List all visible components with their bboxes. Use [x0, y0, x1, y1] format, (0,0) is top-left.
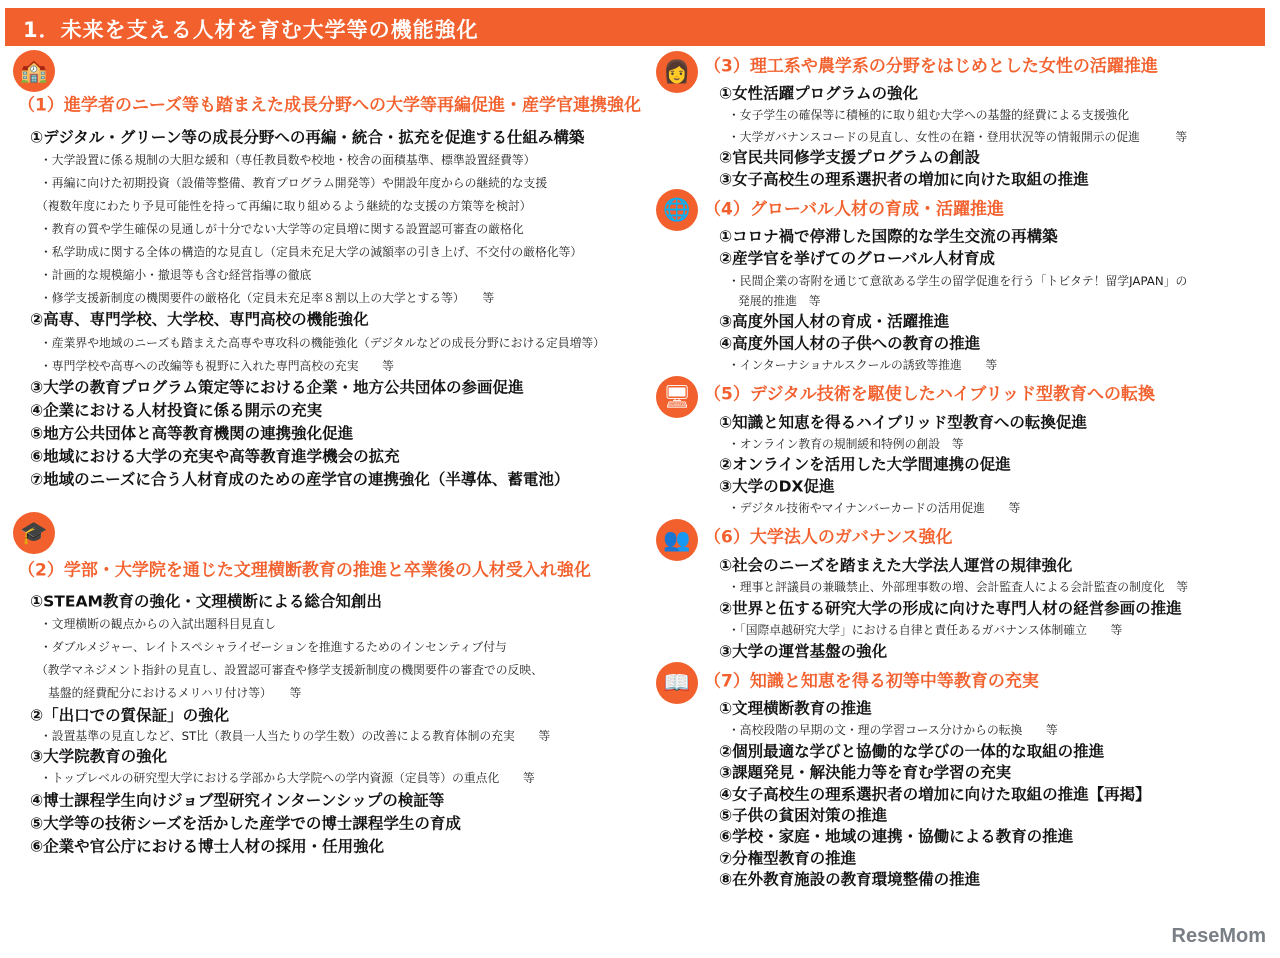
item-title: ④企業における人材投資に係る開示の充実 [30, 401, 323, 420]
item-title: ⑥地域における大学の充実や高等教育進学機会の拡充 [30, 447, 400, 466]
item-title: ③大学のDX促進 [719, 477, 835, 496]
section-heading: （3）理工系や農学系の分野をはじめとした女性の活躍推進 [704, 56, 1158, 77]
bullet-text: ・再編に向けた初期投資（設備等整備、教育プログラム開発等）や開設年度からの継続的な支援 [40, 176, 548, 191]
item-title: ④女子高校生の理系選択者の増加に向けた取組の推進【再掲】 [719, 785, 1151, 804]
bullet-text: ・大学ガバナンスコードの見直し、女性の在籍・登用状況等の情報開示の促進 等 [728, 130, 1188, 145]
bullet-text: ・文理横断の観点からの入試出題科目見直し [40, 617, 276, 632]
bullet-text: ・インターナショナルスクールの誘致等推進 等 [728, 358, 998, 373]
bullet-text: ・ダブルメジャー、レイトスペシャライゼーションを推進するためのインセンティブ付与 [40, 640, 507, 655]
page-title: 1．未来を支える人材を育む大学等の機能強化 [23, 18, 479, 42]
bullet-text: 基盤的経費配分におけるメリハリ付け等） 等 [48, 686, 302, 701]
item-title: ⑥企業や官公庁における博士人材の採用・任用強化 [30, 837, 385, 856]
bullet-text: ・産業界や地域のニーズも踏まえた高専や専攻科の機能強化（デジタルなどの成長分野における定員増等） [40, 336, 605, 351]
bullet-text: ・デジタル技術やマイナンバーカードの活用促進 等 [728, 501, 1021, 516]
bullet-text: ・教育の質や学生確保の見通しが十分でない大学等の定員増に関する設置認可審査の厳格化 [40, 222, 524, 237]
bullet-text: （教学マネジメント指針の見直し、設置認可審査や修学支援新制度の機関要件の審査での反映、 [36, 663, 543, 678]
bullet-text: ・専門学校や高専への改編等も視野に入れた専門高校の充実 等 [40, 359, 394, 374]
item-title: ④高度外国人材の子供への教育の推進 [719, 334, 981, 353]
item-title: ④博士課程学生向けジョブ型研究インターンシップの検証等 [30, 791, 445, 810]
woman-person-icon: 👩 [656, 51, 698, 93]
item-title: ③女子高校生の理系選択者の増加に向けた取組の推進 [719, 170, 1089, 189]
monitor-icon: 🖥 [656, 376, 698, 418]
item-title: ②オンラインを活用した大学間連携の促進 [719, 455, 1011, 474]
item-title: ⑧在外教育施設の教育環境整備の推進 [719, 870, 981, 889]
section-heading: （5）デジタル技術を駆使したハイブリッド型教育への転換 [704, 384, 1155, 405]
bullet-text: ・トップレベルの研究型大学における学部から大学院への学内資源（定員等）の重点化 等 [40, 771, 535, 786]
item-title: ②「出口での質保証」の強化 [30, 706, 230, 725]
resemom-logo: ReseMom [1171, 925, 1266, 947]
item-title: ①デジタル・グリーン等の成長分野への再編・統合・拡充を促進する仕組み構築 [30, 128, 585, 147]
student-reading-icon: 📖 [656, 662, 698, 704]
item-title: ①社会のニーズを踏まえた大学法人運営の規律強化 [719, 556, 1073, 575]
bullet-text: ・修学支援新制度の機関要件の厳格化（定員未充足率８割以上の大学とする等） 等 [40, 291, 495, 306]
section-heading: （4）グローバル人材の育成・活躍推進 [704, 199, 1004, 220]
item-title: ②官民共同修学支援プログラムの創設 [719, 148, 980, 167]
bullet-text: ・「国際卓越研究大学」における自律と責任あるガバナンス体制確立 等 [728, 623, 1123, 638]
bullet-text: ・計画的な規模縮小・撤退等も含む経営指導の徹底 [40, 268, 312, 283]
bullet-text: ・民間企業の寄附を通じて意欲ある学生の留学促進を行う「トビタテ！留学JAPAN」の [728, 274, 1188, 289]
item-title: ⑤大学等の技術シーズを活かした産学での博士課程学生の育成 [30, 814, 461, 833]
meeting-table-icon: 👥 [656, 519, 698, 561]
item-title: ⑦分権型教育の推進 [719, 849, 857, 868]
section-heading: （1）進学者のニーズ等も踏まえた成長分野への大学等再編促進・産学官連携強化 [18, 95, 641, 116]
item-title: ①女性活躍プログラムの強化 [719, 84, 918, 103]
item-title: ⑤子供の貧困対策の推進 [719, 806, 888, 825]
item-title: ③大学の運営基盤の強化 [719, 642, 888, 661]
bullet-text: （複数年度にわたり予見可能性を持って再編に取り組めるよう継続的な支援の方策等を検討） [36, 199, 532, 214]
title-bar [5, 8, 1265, 46]
item-title: ③大学院教育の強化 [30, 747, 168, 766]
item-title: ②産学官を挙げてのグローバル人材育成 [719, 249, 995, 268]
item-title: ③大学の教育プログラム策定等における企業・地方公共団体の参画促進 [30, 378, 524, 397]
section-heading: （7）知識と知恵を得る初等中等教育の充実 [704, 671, 1039, 692]
bullet-text: 発展的推進 等 [738, 294, 821, 309]
globe-icon: 🌐 [656, 189, 698, 231]
item-title: ①コロナ禍で停滞した国際的な学生交流の再構築 [719, 227, 1058, 246]
university-building-icon: 🏫 [13, 50, 55, 92]
bullet-text: ・設置基準の見直しなど、ST比（教員一人当たりの学生数）の改善による教育体制の充実 等 [40, 729, 551, 744]
item-title: ⑥学校・家庭・地域の連携・協働による教育の推進 [719, 827, 1074, 846]
bullet-text: ・大学設置に係る規制の大胆な緩和（専任教員数や校地・校舎の面積基準、標準設置経費等） [40, 153, 536, 168]
bullet-text: ・高校段階の早期の文・理の学習コース分けからの転換 等 [728, 723, 1058, 738]
item-title: ①STEAM教育の強化・文理横断による総合知創出 [30, 592, 382, 611]
item-title: ①文理横断教育の推進 [719, 699, 872, 718]
item-title: ②世界と伍する研究大学の形成に向けた専門人材の経営参画の推進 [719, 599, 1182, 618]
bullet-text: ・オンライン教育の規制緩和特例の創設 等 [728, 437, 964, 452]
graduation-cap-icon: 🎓 [13, 512, 55, 554]
item-title: ⑤地方公共団体と高等教育機関の連携強化促進 [30, 424, 354, 443]
section-heading: （2）学部・大学院を通じた文理横断教育の推進と卒業後の人材受入れ強化 [18, 560, 591, 581]
item-title: ②個別最適な学びと協働的な学びの一体的な取組の推進 [719, 742, 1105, 761]
item-title: ①知識と知恵を得るハイブリッド型教育への転換促進 [719, 413, 1087, 432]
bullet-text: ・女子学生の確保等に積極的に取り組む大学への基盤的経費による支援強化 [728, 108, 1130, 123]
item-title: ⑦地域のニーズに合う人材育成のための産学官の連携強化（半導体、蓄電池） [30, 470, 570, 489]
section-heading: （6）大学法人のガバナンス強化 [704, 527, 953, 548]
item-title: ③課題発見・解決能力等を育む学習の充実 [719, 763, 1012, 782]
bullet-text: ・私学助成に関する全体の構造的な見直し（定員未充足大学の減額率の引き上げ、不交付の厳格化等） [40, 245, 583, 260]
item-title: ②高専、専門学校、大学校、専門高校の機能強化 [30, 310, 369, 329]
bullet-text: ・理事と評議員の兼職禁止、外部理事数の増、会計監査人による会計監査の制度化 等 [728, 580, 1189, 595]
item-title: ③高度外国人材の育成・活躍推進 [719, 312, 950, 331]
